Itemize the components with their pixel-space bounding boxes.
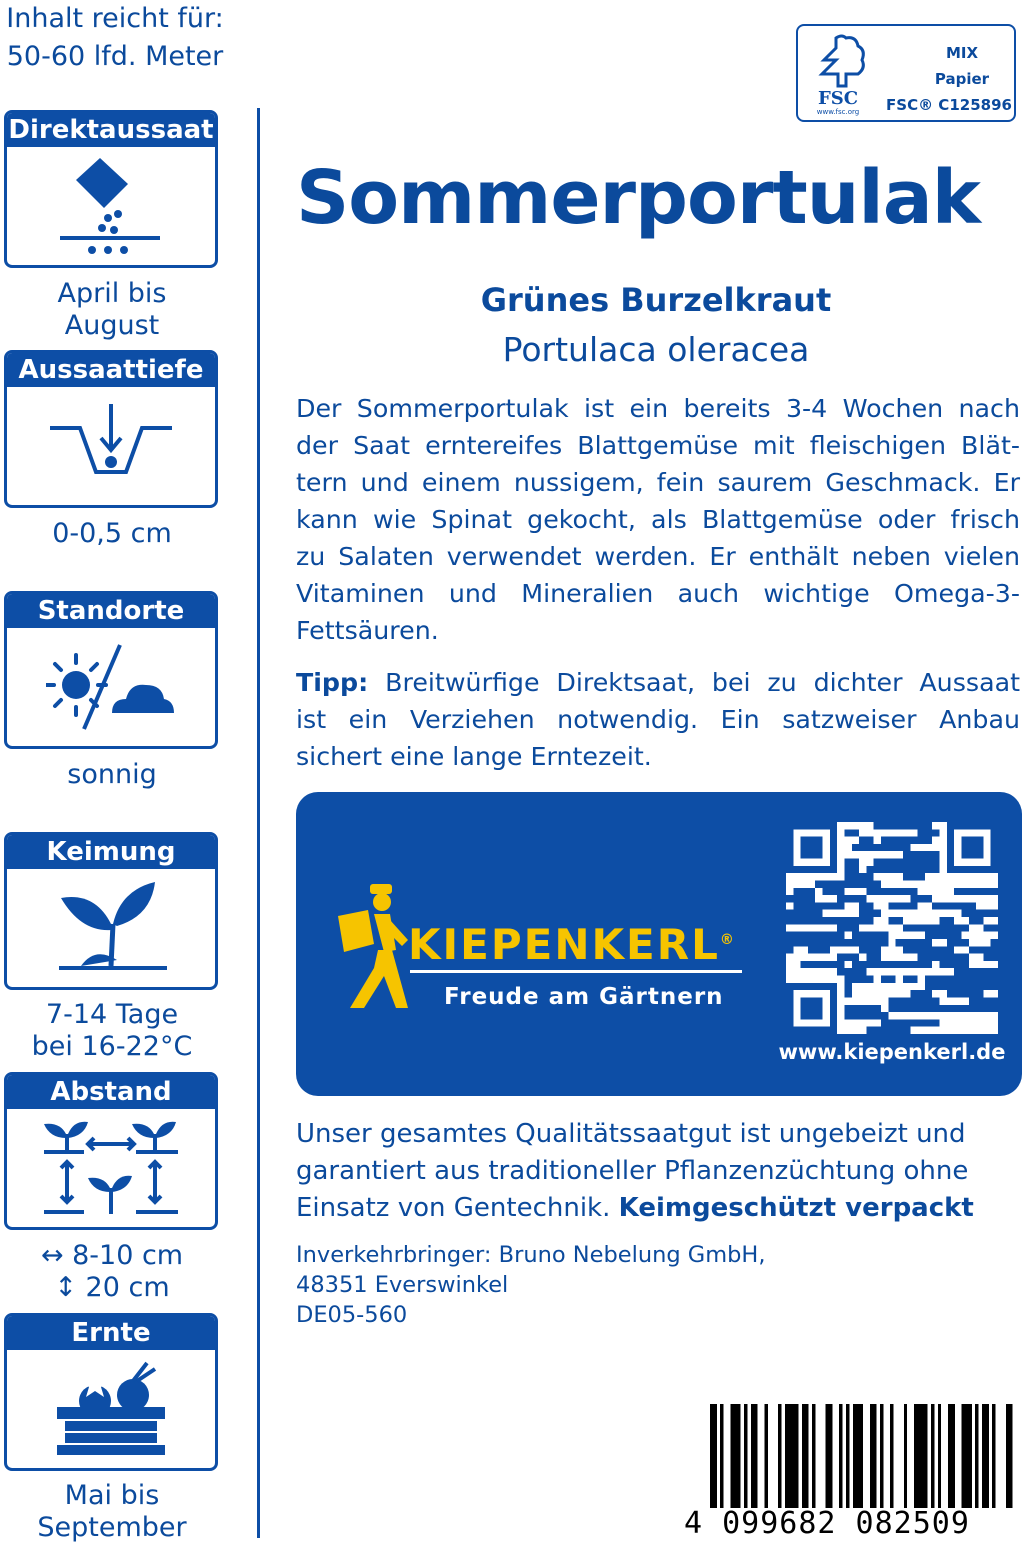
capacity-info [0, 0, 230, 76]
panel-title: Ernte [7, 1316, 215, 1350]
distributor-line: Inverkehrbringer: Bruno Nebelung GmbH, [296, 1242, 766, 1268]
barcode-digits: 4 099682 082509 [684, 1506, 970, 1541]
panel-abstand [4, 1072, 218, 1230]
description-line: der Saat erntereifes Blattgemüse mit fleischigen Blät- [296, 431, 1020, 460]
tip-line: ist ein Verziehen notwendig. Ein satzweiser Anbau [296, 705, 1020, 734]
barcode-icon [684, 1404, 1022, 1508]
quality-line: Einsatz von Gentechnik. Keimgeschützt verpackt [296, 1193, 974, 1223]
seed-bag-icon [56, 154, 166, 258]
sowing-depth-icon [46, 398, 176, 494]
description-line: tern und einem nussigem, fein saurem Geschmack. Er [296, 468, 1020, 497]
tip-line: sichert eine lange Erntezeit. [296, 742, 652, 771]
fsc-logo [796, 24, 1016, 122]
fsc-site: www.fsc.org [816, 108, 860, 116]
panel-title: Direktaussaat [8, 115, 214, 145]
fsc-tree-icon [806, 32, 870, 116]
description-line: zu Salaten verwendet werden. Er enthält neben vielen [296, 542, 1020, 571]
fsc-paper: Papier [934, 70, 990, 88]
product-description [296, 390, 1020, 649]
sun-cloud-icon [46, 637, 176, 737]
description-line: Vitaminen und Mineralien auch wichtige Omega-3- [296, 579, 1020, 608]
quality-line: garantiert aus traditioneller Pflanzenzüchtung ohne [296, 1156, 969, 1186]
distributor-line: 48351 Everswinkel [296, 1272, 509, 1298]
product-latin-name: Portulaca oleracea [502, 330, 810, 369]
fsc-mix: MIX [945, 44, 979, 62]
capacity-value: 50-60 lfd. Meter [6, 41, 224, 72]
panel-title: Standorte [7, 594, 215, 628]
product-subtitle: Grünes Burzelkraut [480, 281, 832, 319]
panel-direktaussaat [4, 110, 218, 268]
caption-ernte: Mai bis September [37, 1480, 187, 1543]
tip-line [296, 664, 1020, 701]
tip-text: Breitwürfige Direktsaat, bei zu dichter Aussaat [368, 668, 1020, 697]
column-divider [257, 108, 260, 1538]
registered-mark: ® [719, 932, 736, 948]
caption-aussaattiefe: 0-0,5 cm [52, 518, 172, 549]
qr-code-icon[interactable] [786, 822, 998, 1034]
quality-emphasis: Keimgeschützt verpackt [618, 1193, 974, 1223]
caption-direktaussaat: April bis August [57, 278, 167, 341]
capacity-label: Inhalt reicht für: [6, 3, 224, 34]
panel-standorte [4, 591, 218, 749]
panel-ernte [4, 1313, 218, 1471]
caption-keimung: 7-14 Tage bei 16-22°C [31, 999, 193, 1062]
quality-line: Unser gesamtes Qualitätssaatgut ist ungebeizt und [296, 1119, 966, 1149]
hiker-logo-icon [334, 880, 418, 1012]
seedling-icon [51, 876, 171, 980]
brand-slogan: Freude am Gärtnern [444, 984, 724, 1010]
brand-banner [296, 792, 1022, 1096]
brand-url[interactable]: www.kiepenkerl.de [778, 1040, 1006, 1064]
distributor-line: DE05-560 [296, 1302, 408, 1328]
harvest-crate-icon [51, 1359, 171, 1459]
caption-abstand: ↔ 8-10 cm ↕ 20 cm [40, 1240, 184, 1303]
quality-statement [296, 1116, 1022, 1227]
brand-name: KIEPENKERL® [408, 920, 736, 969]
panel-title: Keimung [7, 835, 215, 869]
tip-block [296, 664, 1020, 775]
panel-keimung [4, 832, 218, 990]
panel-title: Abstand [7, 1075, 215, 1109]
caption-standorte: sonnig [67, 759, 157, 790]
product-title: Sommerportulak [296, 155, 980, 241]
spacing-icon [36, 1116, 186, 1220]
description-line: Fettsäuren. [296, 616, 439, 645]
distributor-info [296, 1240, 896, 1330]
panel-aussaattiefe [4, 350, 218, 508]
fsc-code: FSC® C125896 [886, 96, 1012, 114]
description-line: Der Sommerportulak ist ein bereits 3-4 Wochen nach [296, 394, 1020, 423]
fsc-wordmark: FSC [817, 88, 859, 109]
tip-label: Tipp: [296, 668, 369, 697]
description-line: kann wie Spinat gekocht, als Blattgemüse oder frisch [296, 505, 1020, 534]
panel-title: Aussaattiefe [7, 353, 215, 387]
brand-divider [410, 970, 742, 973]
